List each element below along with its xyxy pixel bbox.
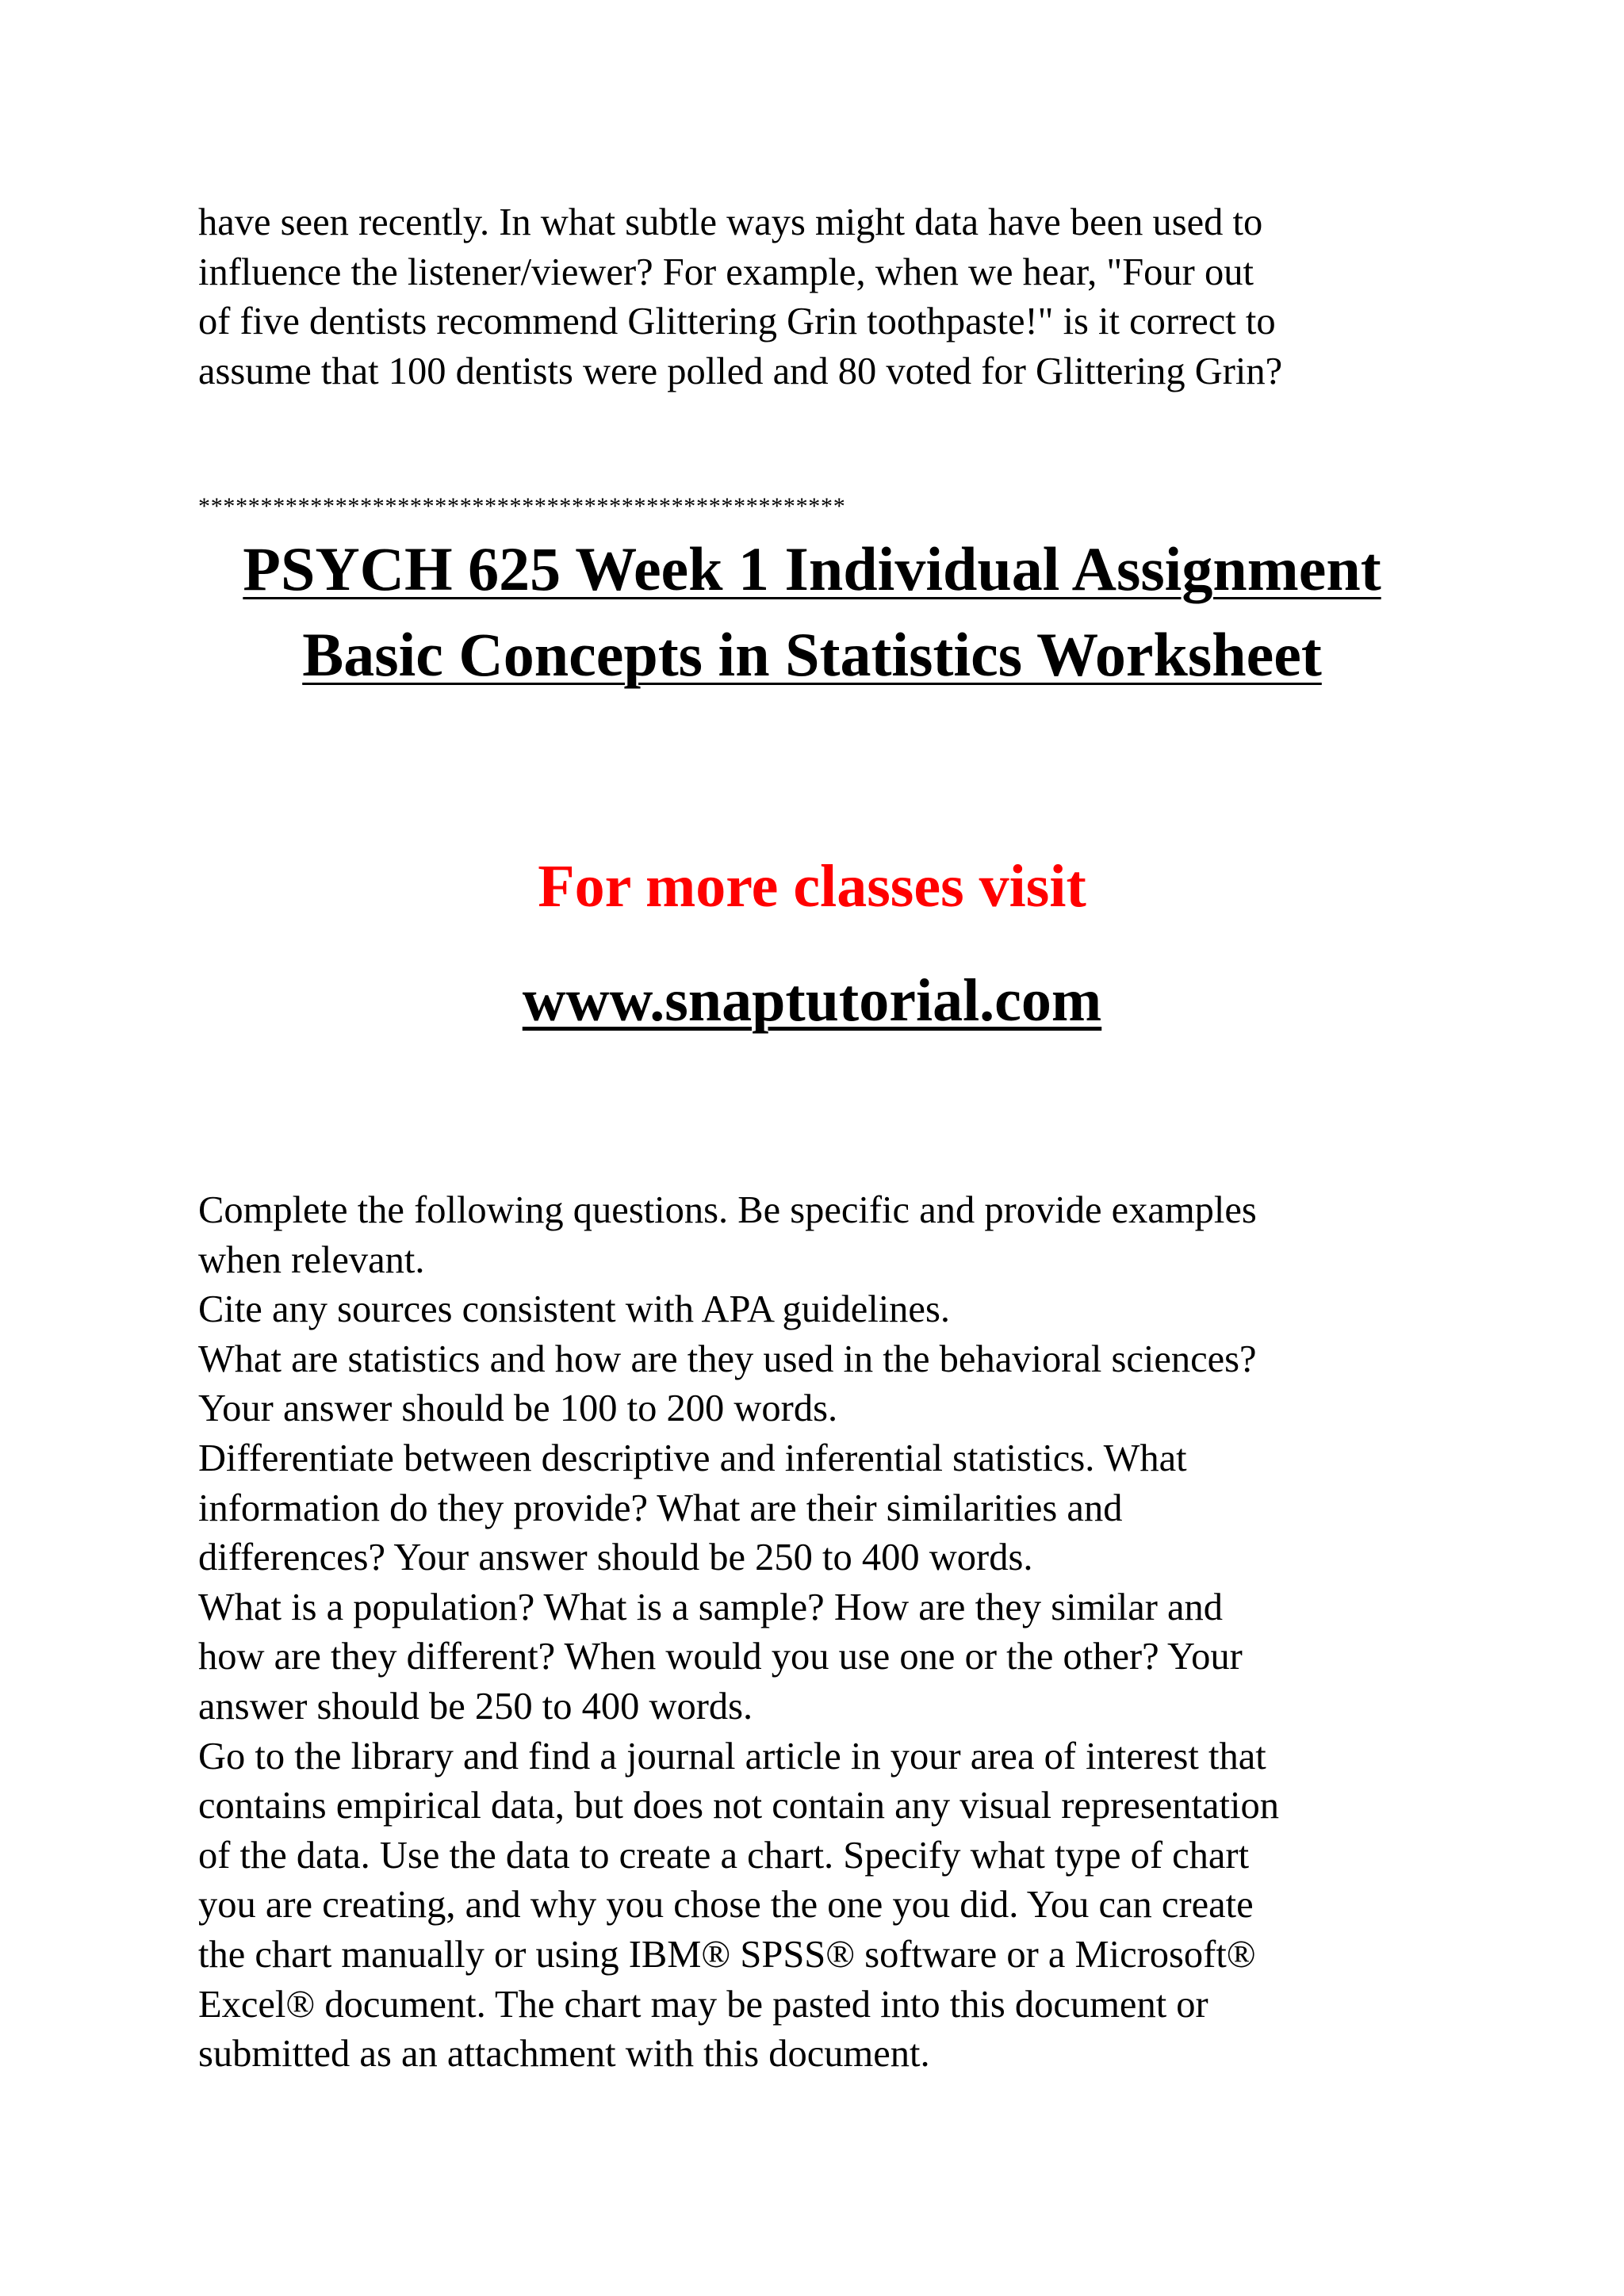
intro-paragraph: have seen recently. In what subtle ways might data have been used to influence the listener/viewer? For example, when we hear, "Four out of five dentists recommend Glittering Grin toothpaste!" is it correct to assume that 100 dentists were polled and 80 voted for Glittering Grin? — [198, 201, 1283, 392]
promo-text: For more classes visit — [538, 853, 1086, 920]
assignment-questions: Complete the following questions. Be specific and provide examples when relevant. Cite any sources consistent with APA guidelines. What are statistics and how are they used in the behavioral sciences? Your answer should be 100 to 200 words. Differentiate between descriptive and inferential statistics. What information do they provide? What are their similarities and differences? Your answer should be 250 to 400 words. What is a population? What is a sample? How are they similar and how are they different? When would you use one or the other? Your answer should be 250 to 400 words. Go to the library and find a journal article in your area of interest that contains empirical data, but does not contain any visual representation of the data. Use the data to create a chart. Specify what type of chart you are creating, and why you chose the one you did. You can create the chart manually or using IBM® SPSS® software or a Microsoft® Excel® document. The chart may be pasted into this document or submitted as an attachment with this document. — [198, 1189, 1279, 2076]
promo-url-link[interactable]: www.snaptutorial.com — [522, 967, 1102, 1034]
assignment-title-line-1: PSYCH 625 Week 1 Individual Assignment — [243, 534, 1381, 603]
asterisk-divider: **************************************************** — [198, 493, 846, 519]
assignment-title-line-2: Basic Concepts in Statistics Worksheet — [302, 620, 1322, 689]
